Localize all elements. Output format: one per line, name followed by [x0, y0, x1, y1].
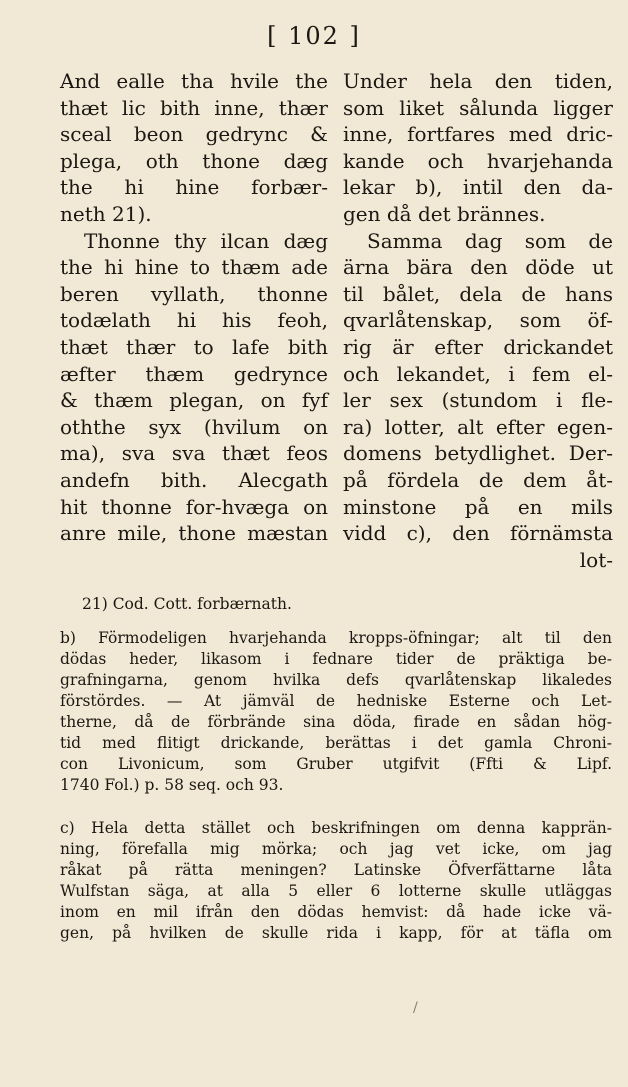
- text-line: qvarlåtenskap, som öf-: [343, 308, 613, 333]
- left-column-old-english: [60, 68, 328, 547]
- footnote-c: [60, 818, 612, 944]
- footnote-line: Wulfstan säga, at alla 5 eller 6 lotterne skulle utläggas: [60, 882, 612, 900]
- text-line: ra) lotter, alt efter egen-: [343, 414, 613, 439]
- text-line: the hi hine to thæm ade: [60, 255, 328, 280]
- text-line: thæt lic bith inne, thær: [60, 95, 328, 120]
- catchword: lot-: [579, 547, 613, 572]
- text-line: domens betydlighet. Der-: [343, 441, 613, 466]
- footnote-line: grafningarna, genom hvilka defs qvarlåtenskap likaledes: [60, 671, 612, 689]
- footnote-line: inom en mil ifrån den dödas hemvist: då hade icke vä-: [60, 903, 612, 921]
- text-line: lekar b), intil den da-: [343, 175, 613, 200]
- text-line: som liket sålunda ligger: [343, 95, 613, 120]
- text-line: på fördela de dem åt-: [343, 467, 613, 492]
- text-line: andefn bith. Alecgath: [60, 467, 328, 492]
- text-line: beren vyllath, thonne: [60, 281, 328, 306]
- footnote-b: [60, 628, 612, 796]
- footnote-line: therne, då de förbrände sina döda, firade en sådan hög-: [60, 713, 612, 731]
- text-line: rig är efter drickandet: [343, 334, 613, 359]
- footnote-line: gen, på hvilken de skulle rida i kapp, för at täfla om: [60, 924, 612, 942]
- text-line: æfter thæm gedrynce: [60, 361, 328, 386]
- text-line: thæt thær to lafe bith: [60, 334, 328, 359]
- text-line: oththe syx (hvilum on: [60, 414, 328, 439]
- text-line: Under hela den tiden,: [343, 69, 613, 93]
- text-line: plega, oth thone dæg: [60, 148, 328, 173]
- text-line: ler sex (stundom i fle-: [343, 388, 613, 413]
- text-line: ärna bära den döde ut: [343, 255, 613, 280]
- text-line: til bålet, dela de hans: [343, 281, 613, 306]
- text-line: ma), sva sva thæt feos: [60, 441, 328, 466]
- text-line: hit thonne for-hvæga on: [60, 494, 328, 519]
- footnote-line: dödas heder, likasom i fednare tider de präktiga be-: [60, 650, 612, 668]
- text-line: sceal beon gedrync &: [60, 122, 328, 147]
- text-line: vidd c), den förnämsta: [343, 521, 613, 546]
- text-line: & thæm plegan, on fyf: [60, 388, 328, 413]
- text-line: anre mile, thone mæstan: [60, 521, 328, 546]
- text-line: kande och hvarjehanda: [343, 148, 613, 173]
- footnote-line: tid med flitigt drickande, berättas i det gamla Chroni-: [60, 734, 612, 752]
- text-line: och lekandet, i fem el-: [343, 361, 613, 386]
- footnote-line: b) Förmodeligen hvarjehanda kropps-öfningar; alt til den: [60, 629, 612, 647]
- text-line: the hi hine forbær-: [60, 175, 328, 200]
- page-number: [ 102 ]: [267, 22, 361, 50]
- text-line: Samma dag som de: [367, 228, 613, 253]
- text-line: neth 21).: [60, 201, 152, 226]
- text-line: And ealle tha hvile the: [60, 69, 328, 93]
- text-line: todælath hi his feoh,: [60, 308, 328, 333]
- text-line: minstone på en mils: [343, 494, 613, 519]
- footnote-line: förstördes. — At jämväl de hedniske Esterne och Let-: [60, 692, 612, 710]
- footnote-line: con Livonicum, som Gruber utgifvit (Ffti & Lipf.: [60, 755, 612, 773]
- footnote-line: 1740 Fol.) p. 58 seq. och 93.: [60, 776, 284, 794]
- text-line: gen då det brännes.: [343, 201, 546, 226]
- text-line: Thonne thy ilcan dæg: [84, 228, 328, 253]
- footnote-line: ning, förefalla mig mörka; och jag vet icke, om jag: [60, 840, 612, 858]
- footnote-line: c) Hela detta stället och beskrifningen om denna kapprän-: [60, 819, 612, 837]
- footnote-21: [60, 594, 612, 615]
- stray-mark: /: [413, 1000, 418, 1016]
- footnote-line: råkat på rätta meningen? Latinske Öfverfättarne låta: [60, 861, 612, 879]
- footnote-line: 21) Cod. Cott. forbærnath.: [82, 595, 292, 613]
- right-column-swedish: [343, 68, 613, 573]
- text-line: inne, fortfares med dric-: [343, 122, 613, 147]
